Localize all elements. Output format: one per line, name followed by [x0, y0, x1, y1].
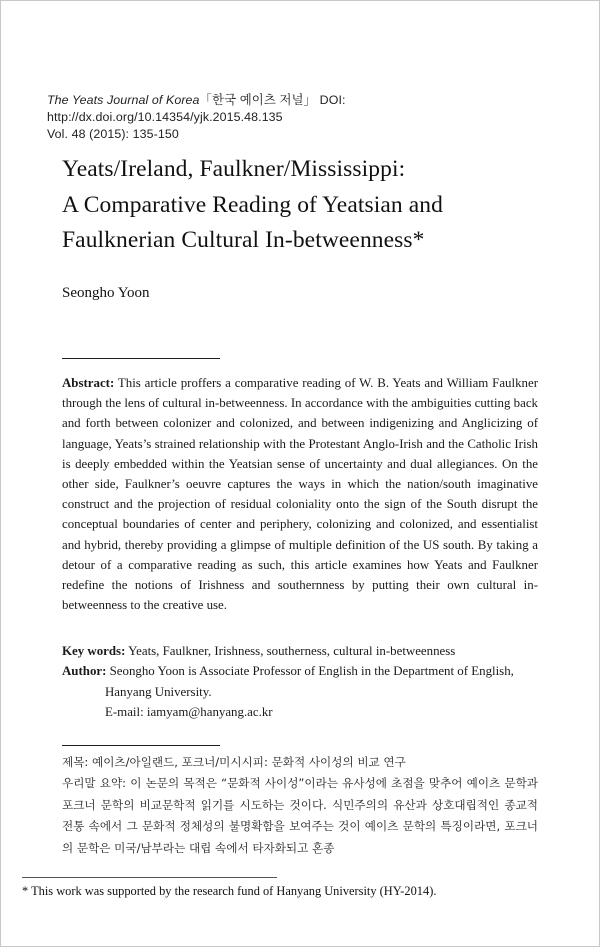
korean-title-label: 제목:: [62, 755, 89, 769]
doi-link[interactable]: DOI: http://dx.doi.org/10.14354/yjk.2015.48.135: [47, 93, 346, 124]
journal-name: The Yeats Journal of Korea: [47, 93, 200, 107]
article-title: [62, 152, 562, 259]
author-name: Seongho Yoon: [62, 285, 150, 301]
korean-abstract: [62, 752, 538, 859]
footnote: * This work was supported by the research fund of Hanyang University (HY-2014).: [22, 884, 437, 898]
journal-korean-title: 「한국 예이츠 저널」: [199, 93, 317, 107]
footnote-divider: [22, 877, 277, 878]
title-line: Yeats/Ireland, Faulkner/Mississippi:: [62, 156, 406, 182]
abstract-text: This article proffers a comparative reading of W. B. Yeats and William Faulkner through the lens of cultural in-betweenness. In accordance with the ambiguities cutting back and forth between colonizer and colonized, and between indigenizing and Anglicizing of language, Yeats’s strained relationship with the Protestant Anglo-Irish and the Catholic Irish is deeply embedded within the Yeatsian sense of uncertainty and dual allegiances. On the other side, Faulkner’s oeuvre captures the ways in which the nation/south imaginative construct and the projection of residual coloniality onto the sign of the South disrupt the conceptual boundaries of center and periphery, colonizing and colonized, and essentialist and hybrid, thereby providing a glimpse of multiple definition of the US south. By taking a detour of a comparative reading as such, this article examines how Yeats and Faulkner redefine the notions of Irishness and southernness by putting their own cultural in-betweenness to the creative use.: [62, 376, 538, 613]
korean-title: [62, 752, 538, 773]
journal-citation-line: [47, 92, 567, 126]
author-note-text: Seongho Yoon is Associate Professor of English in the Department of English,: [106, 664, 514, 679]
korean-title-text: 예이츠/아일랜드, 포크너/미시시피: 문화적 사이성의 비교 연구: [88, 755, 406, 769]
author-note-label: Author:: [62, 664, 107, 679]
volume-info: Vol. 48 (2015): 135-150: [47, 127, 179, 141]
title-line: A Comparative Reading of Yeatsian and: [62, 191, 443, 218]
keywords-label: Key words:: [62, 644, 126, 658]
abstract: [62, 373, 538, 615]
korean-summary: [62, 773, 538, 859]
divider: [62, 745, 220, 746]
abstract-label: Abstract:: [62, 376, 115, 390]
author-note: [62, 661, 538, 681]
keywords-text: Yeats, Faulkner, Irishness, southerness, cultural in-betweenness: [125, 644, 456, 658]
korean-summary-label: 우리말 요약:: [62, 776, 127, 791]
author-affiliation: Hanyang University.: [105, 684, 212, 699]
korean-summary-text: 이 논문의 목적은 “문화적 사이성”이라는 유사성에 초점을 맞추어 예이츠 문학과 포크너 문학의 비교문학적 읽기를 시도하는 것이다. 식민주의의 유산과 상호대립적인 종교적 전통 속에서 그 문화적 정체성의 불명확함을 보여주는 것이 예이츠 문학의 특징이라면, 포크너의 문학은 미국/남부라는 대립 속에서 타자화되고 혼종: [62, 776, 538, 855]
keywords: [62, 641, 538, 661]
abstract-paragraph: [62, 373, 538, 615]
title-line: Faulknerian Cultural In-betweenness*: [62, 227, 425, 253]
journal-header: [47, 92, 567, 143]
author-email[interactable]: E-mail: iamyam@hanyang.ac.kr: [105, 705, 273, 720]
article-metadata: [62, 641, 538, 723]
divider: [62, 358, 220, 359]
